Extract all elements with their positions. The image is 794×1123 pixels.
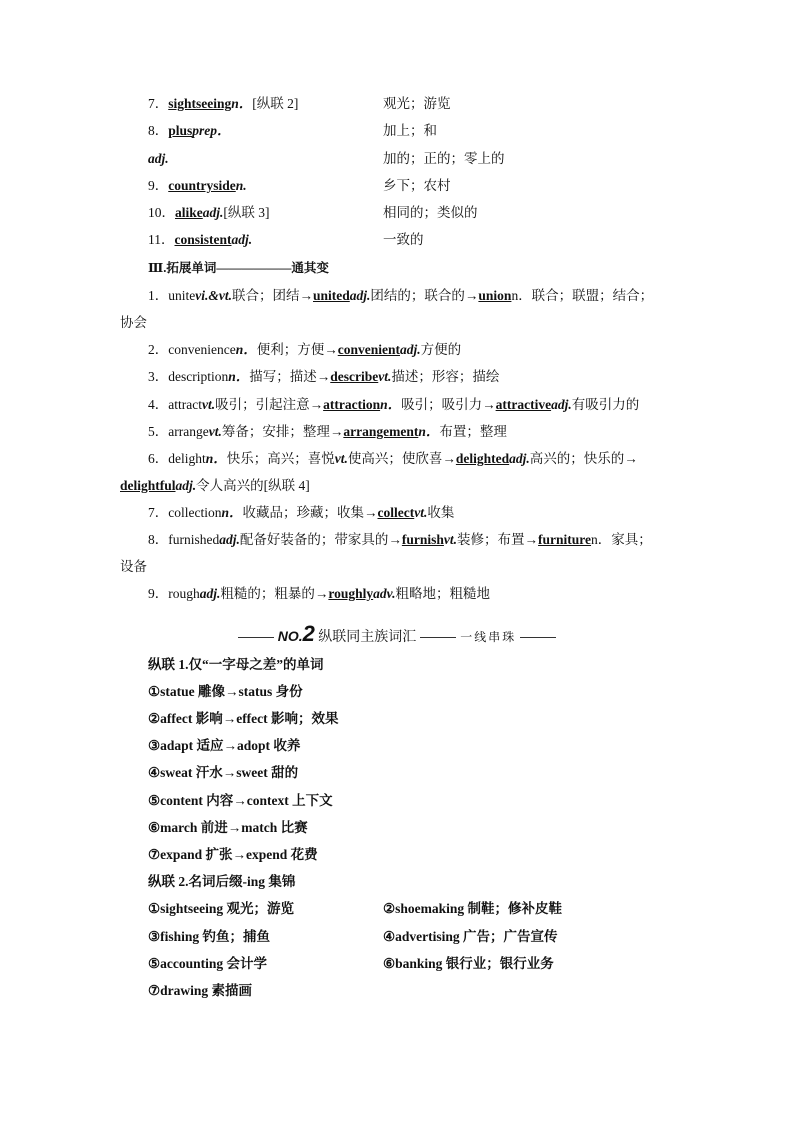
divider (238, 637, 274, 638)
pos: adj. (175, 478, 197, 493)
pos: n． (418, 424, 440, 439)
list-item: ⑥march 前进→match 比赛 (148, 820, 308, 835)
vocab-num: 7． (148, 96, 169, 111)
list-item: ③adapt 适应→adopt 收养 (148, 738, 301, 753)
pos: adv. (373, 586, 396, 601)
expand-item (148, 450, 638, 468)
derived-word: arrangement (343, 424, 419, 439)
derived-word: delightful (120, 478, 176, 493)
list-item: ④advertising 广告；广告宣传 (383, 929, 558, 944)
vocab-pos: n． (231, 96, 253, 111)
meaning: n．家具； (591, 532, 652, 547)
meaning: 收集 (427, 505, 455, 520)
headword: 4．attract (148, 397, 202, 412)
banner-subtitle: 一线串珠 (460, 630, 517, 644)
pos: n． (235, 342, 257, 357)
banner-title: 纵联同主族词汇 (318, 630, 417, 645)
pos: vt. (208, 424, 222, 439)
meaning: 布置；整理 (439, 424, 507, 439)
vocab-num: 11． (148, 232, 175, 247)
meaning: 使高兴；使欣喜→ (347, 451, 456, 466)
meaning: 团结的；联合的→ (370, 288, 479, 303)
meaning: 快乐；高兴；喜悦 (226, 451, 335, 466)
group-title: 纵联 2.名词后缀-ing 集锦 (148, 874, 296, 889)
derived-word: roughly (328, 586, 374, 601)
derived-word: furniture (538, 532, 592, 547)
vocab-word: plus (168, 123, 193, 138)
list-item: ①sightseeing 观光；游览 (148, 901, 294, 916)
vocab-item (148, 177, 247, 195)
pos: adj. (349, 288, 371, 303)
list-item: ⑦expand 扩张→expend 花费 (148, 847, 318, 862)
vocab-num: 9． (148, 178, 169, 193)
derived-word: union (478, 288, 512, 303)
pos: vi.&vt. (195, 288, 232, 303)
pos: vt. (334, 451, 348, 466)
expand-item (148, 396, 639, 414)
meaning: 吸引；引起注意→ (215, 397, 324, 412)
list-item: ⑥banking 银行业；银行业务 (383, 956, 554, 971)
meaning: 筹备；安排；整理→ (221, 424, 344, 439)
list-item: ①statue 雕像→status 身份 (148, 684, 303, 699)
pos: adj. (199, 586, 221, 601)
headword: 5．arrange (148, 424, 209, 439)
meaning: 粗糙的；粗暴的→ (220, 586, 329, 601)
vocab-meaning: 加上；和 (383, 123, 437, 138)
list-item: ④sweat 汗水→sweet 甜的 (148, 765, 299, 780)
section-banner (0, 621, 794, 647)
vocab-meaning: 一致的 (383, 232, 424, 247)
expand-item (148, 531, 652, 549)
derived-word: united (313, 288, 350, 303)
meaning: 令人高兴的[纵联 4] (196, 478, 310, 493)
pos: vt. (443, 532, 458, 547)
list-item: ②affect 影响→effect 影响；效果 (148, 711, 339, 726)
meaning: 联合；团结→ (232, 288, 313, 303)
vocab-ref: [纵联 3] (223, 205, 270, 220)
pos: adj. (219, 532, 240, 547)
expand-item (148, 423, 507, 441)
derived-word: delighted (455, 451, 510, 466)
meaning: 配备好装备的；带家具的→ (239, 532, 402, 547)
list-item: ⑦drawing 素描画 (148, 983, 252, 998)
vocab-word: consistent (174, 232, 232, 247)
expand-item (148, 341, 461, 359)
derived-word: describe (330, 369, 379, 384)
vocab-pos: adj. (231, 232, 253, 247)
expand-item (148, 504, 454, 522)
vocab-item (148, 204, 270, 222)
headword: 3．description (148, 369, 229, 384)
headword: 7．collection (148, 505, 222, 520)
headword: 8．furnished (148, 532, 220, 547)
vocab-num: 8． (148, 123, 169, 138)
expand-item (148, 368, 499, 386)
meaning: 吸引；吸引力→ (401, 397, 496, 412)
vocab-meaning: 相同的；类似的 (383, 205, 478, 220)
list-item: ⑤accounting 会计学 (148, 956, 267, 971)
pos: n． (228, 369, 250, 384)
vocab-pos: adj. (202, 205, 224, 220)
vocab-item (148, 150, 169, 168)
vocab-word: countryside (168, 178, 236, 193)
expand-item (148, 287, 653, 305)
meaning: 有吸引力的 (571, 397, 640, 412)
expand-item-cont (120, 477, 310, 495)
vocab-word: sightseeing (168, 96, 232, 111)
pos: n． (205, 451, 227, 466)
vocab-meaning: 观光；游览 (383, 96, 451, 111)
vocab-num: 10． (148, 205, 175, 220)
expand-item-cont: 设备 (120, 559, 147, 574)
meaning: 收藏品；珍藏；收集→ (242, 505, 378, 520)
vocab-item (148, 95, 298, 113)
vocab-pos: adj. (148, 151, 169, 166)
pos: vt. (414, 505, 428, 520)
headword: 6．delight (148, 451, 206, 466)
banner-num: 2 (302, 621, 315, 646)
list-item: ③fishing 钓鱼；捕鱼 (148, 929, 270, 944)
vocab-item (148, 231, 252, 249)
meaning: n．联合；联盟；结合； (511, 288, 654, 303)
pos: adj. (509, 451, 530, 466)
pos: adj. (399, 342, 421, 357)
section-title: Ⅲ.拓展单词——————通其变 (148, 261, 329, 275)
meaning: 高兴的；快乐的→ (529, 451, 638, 466)
meaning: 描写；描述→ (249, 369, 331, 384)
banner-no: NO. (277, 628, 303, 644)
list-item: ⑤content 内容→context 上下文 (148, 793, 333, 808)
list-item: ②shoemaking 制鞋；修补皮鞋 (383, 901, 562, 916)
meaning: 粗略地；粗糙地 (395, 586, 491, 601)
vocab-pos: n. (235, 178, 247, 193)
meaning: 装修；布置→ (457, 532, 539, 547)
derived-word: attractive (495, 397, 552, 412)
vocab-pos: prep． (192, 123, 231, 138)
vocab-ref: [纵联 2] (252, 96, 299, 111)
expand-item-cont: 协会 (120, 315, 147, 330)
derived-word: collect (377, 505, 415, 520)
vocab-item (148, 122, 231, 140)
pos: vt. (201, 397, 216, 412)
pos: n． (221, 505, 243, 520)
vocab-meaning: 加的；正的；零上的 (383, 151, 505, 166)
divider (420, 637, 456, 638)
expand-item (148, 585, 490, 603)
meaning: 描述；形容；描绘 (391, 369, 500, 384)
derived-word: attraction (323, 397, 381, 412)
headword: 2．convenience (148, 342, 236, 357)
vocab-word: alike (175, 205, 203, 220)
meaning: 便利；方便→ (256, 342, 338, 357)
divider (520, 637, 556, 638)
pos: vt. (378, 369, 392, 384)
derived-word: convenient (337, 342, 400, 357)
derived-word: furnish (401, 532, 444, 547)
group-title: 纵联 1.仅“一字母之差”的单词 (148, 657, 324, 672)
headword: 9．rough (148, 586, 200, 601)
headword: 1．unite (148, 288, 196, 303)
pos: adj. (551, 397, 572, 412)
vocab-meaning: 乡下；农村 (383, 178, 451, 193)
meaning: 方便的 (420, 342, 462, 357)
pos: n． (380, 397, 402, 412)
